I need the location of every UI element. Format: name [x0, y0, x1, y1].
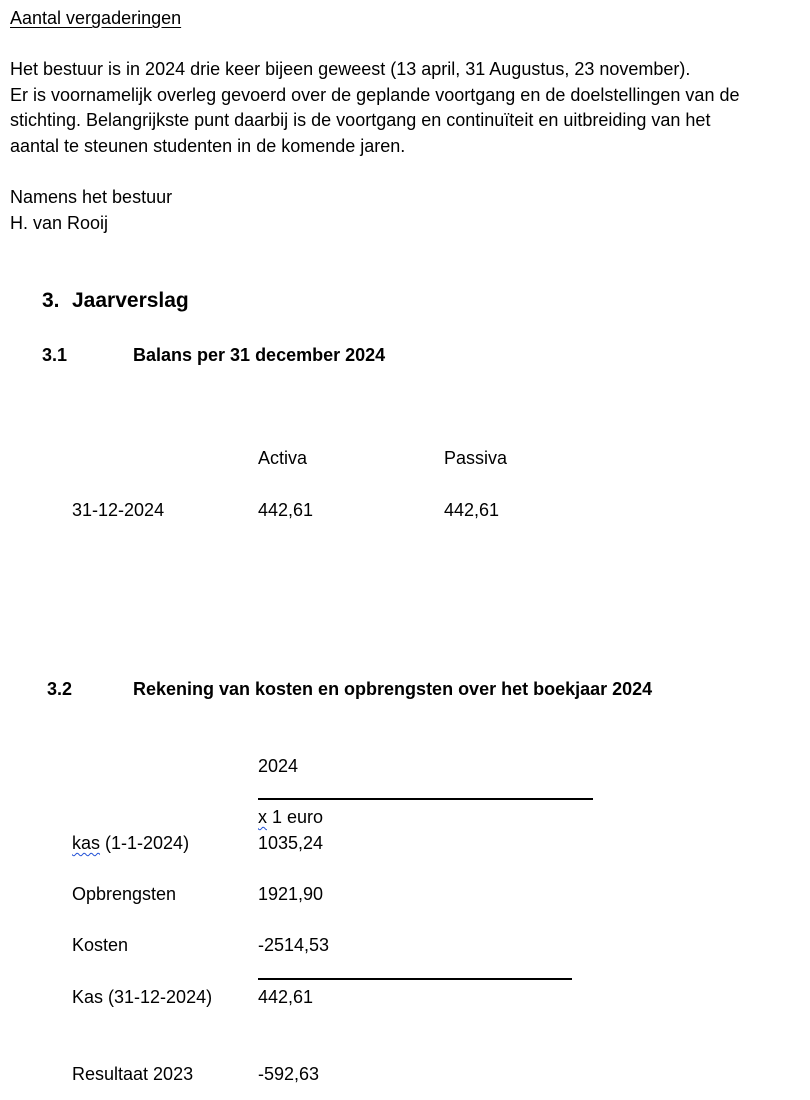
row-value-kas-end: 442,61: [258, 987, 314, 1007]
row-value-opbrengsten: 1921,90: [258, 884, 324, 904]
row-value-resultaat: -592,63: [258, 1064, 320, 1084]
balance-passiva-value: 442,61: [444, 500, 500, 520]
balance-col-passiva: Passiva: [444, 448, 508, 468]
intro-paragraph: [10, 57, 739, 159]
balance-row-date: 31-12-2024: [72, 500, 165, 520]
result-year-header: 2024: [258, 756, 299, 776]
row-label-opbrengsten: Opbrengsten: [72, 884, 177, 904]
signature-line: Namens het bestuur: [10, 187, 173, 207]
header-rule: [258, 798, 593, 800]
row-label-kosten: Kosten: [72, 935, 129, 955]
paragraph-line: aantal te steunen studenten in de komende jaren.: [10, 135, 406, 156]
signature-block: [10, 185, 172, 236]
sum-rule: [258, 978, 572, 980]
section-number-3: 3.: [42, 289, 60, 312]
signature-line: H. van Rooij: [10, 212, 109, 233]
paragraph-line: stichting. Belangrijkste punt daarbij is de voortgang en continuïteit en uitbreiding van het: [10, 110, 711, 130]
row-label-resultaat: Resultaat 2023: [72, 1064, 194, 1084]
section-title-3: Jaarverslag: [72, 289, 189, 312]
row-value-kosten: -2514,53: [258, 935, 330, 955]
paragraph-line: Er is voornamelijk overleg gevoerd over de geplande voortgang en de doelstellingen van de: [10, 84, 740, 105]
section-number-3-2: 3.2: [47, 679, 73, 699]
row-label-kas-start: kas (1-1-2024): [72, 833, 190, 853]
section-heading-meetings: Aantal vergaderingen: [10, 8, 182, 28]
section-title-3-2: Rekening van kosten en opbrengsten over het boekjaar 2024: [133, 679, 653, 699]
section-number-3-1: 3.1: [42, 345, 68, 365]
row-value-kas-start: 1035,24: [258, 833, 324, 853]
balance-activa-value: 442,61: [258, 500, 314, 520]
balance-col-activa: Activa: [258, 448, 308, 468]
paragraph-line: Het bestuur is in 2024 drie keer bijeen geweest (13 april, 31 Augustus, 23 november).: [10, 59, 691, 79]
section-title-3-1: Balans per 31 december 2024: [133, 345, 386, 365]
row-label-kas-end: Kas (31-12-2024): [72, 987, 213, 1007]
unit-label: x 1 euro: [258, 807, 324, 827]
